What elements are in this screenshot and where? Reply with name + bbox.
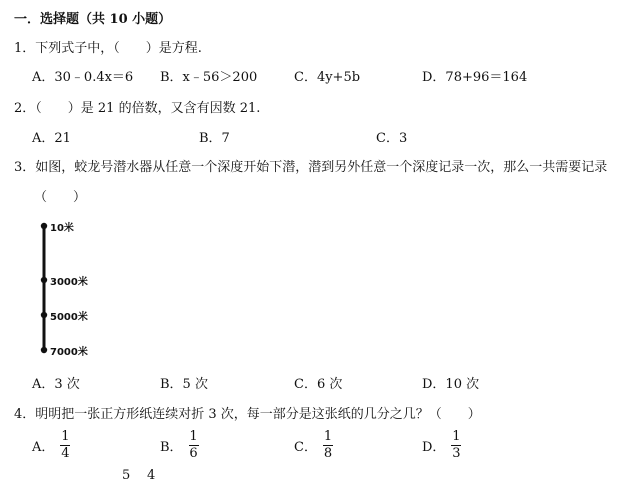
q3-option-d: D．10 次 — [422, 377, 480, 392]
depth-diagram — [30, 214, 130, 364]
fraction-numerator: 1 — [61, 429, 70, 444]
q1-option-d: D．78+96＝164 — [422, 70, 528, 85]
question-4-text: 4．明明把一张正方形纸连续对折 3 次，每一部分是这张纸的几分之几？（ ） — [14, 407, 481, 422]
q2-option-b: B．7 — [199, 131, 230, 146]
q2-option-c: C．3 — [376, 131, 408, 146]
depth-label-3000: 3000米 — [50, 277, 88, 288]
q4-option-b — [160, 430, 199, 461]
q4-option-c — [294, 430, 333, 461]
depth-label-10: 10米 — [50, 223, 74, 234]
q4-option-d — [422, 430, 461, 461]
fraction-numerator: 1 — [189, 429, 198, 444]
q1-option-c: C．4y+5b — [294, 70, 361, 85]
q4-option-b-fraction — [189, 430, 199, 461]
q5-partial-numerator-1: 5 — [122, 468, 131, 483]
depth-label-7000: 7000米 — [50, 347, 88, 358]
q4-option-a-fraction — [60, 430, 70, 461]
depth-marker-10 — [41, 223, 47, 229]
q3-option-c: C．6 次 — [294, 377, 343, 392]
q2-option-a: A．21 — [32, 131, 71, 146]
question-3-paren: （ ） — [34, 190, 87, 205]
fraction-denominator: 4 — [61, 446, 70, 461]
fraction-denominator: 6 — [189, 446, 198, 461]
question-3-text: 3．如图，蛟龙号潜水器从任意一个深度开始下潜，潜到另外任意一个深度记录一次，那么一共需要记录 — [14, 160, 608, 175]
depth-marker-3000 — [41, 277, 47, 283]
q1-option-b: B．x﹣56＞200 — [160, 70, 258, 85]
q4-option-c-label: C． — [294, 440, 317, 455]
fraction-numerator: 1 — [452, 429, 461, 444]
question-1-text: 1．下列式子中，（ ）是方程. — [14, 41, 202, 56]
section-title: 一．选择题（共 10 小题） — [14, 12, 172, 27]
fraction-denominator: 3 — [452, 446, 461, 461]
q3-option-b: B．5 次 — [160, 377, 208, 392]
depth-marker-5000 — [41, 312, 47, 318]
question-2-text: 2．（ ）是 21 的倍数，又含有因数 21. — [14, 101, 261, 116]
depth-marker-7000 — [41, 347, 47, 353]
q4-option-d-label: D． — [422, 440, 446, 455]
q1-option-a: A．30﹣0.4x＝6 — [32, 70, 134, 85]
q4-option-c-fraction — [323, 430, 333, 461]
q4-option-a-label: A． — [32, 440, 55, 455]
q4-option-a — [32, 430, 70, 461]
q3-option-a: A．3 次 — [32, 377, 80, 392]
q5-partial-numerator-2: 4 — [147, 468, 156, 483]
depth-label-5000: 5000米 — [50, 312, 88, 323]
fraction-numerator: 1 — [323, 429, 333, 444]
q4-option-b-label: B． — [160, 440, 183, 455]
fraction-denominator: 8 — [323, 446, 333, 461]
q4-option-d-fraction — [451, 430, 461, 461]
